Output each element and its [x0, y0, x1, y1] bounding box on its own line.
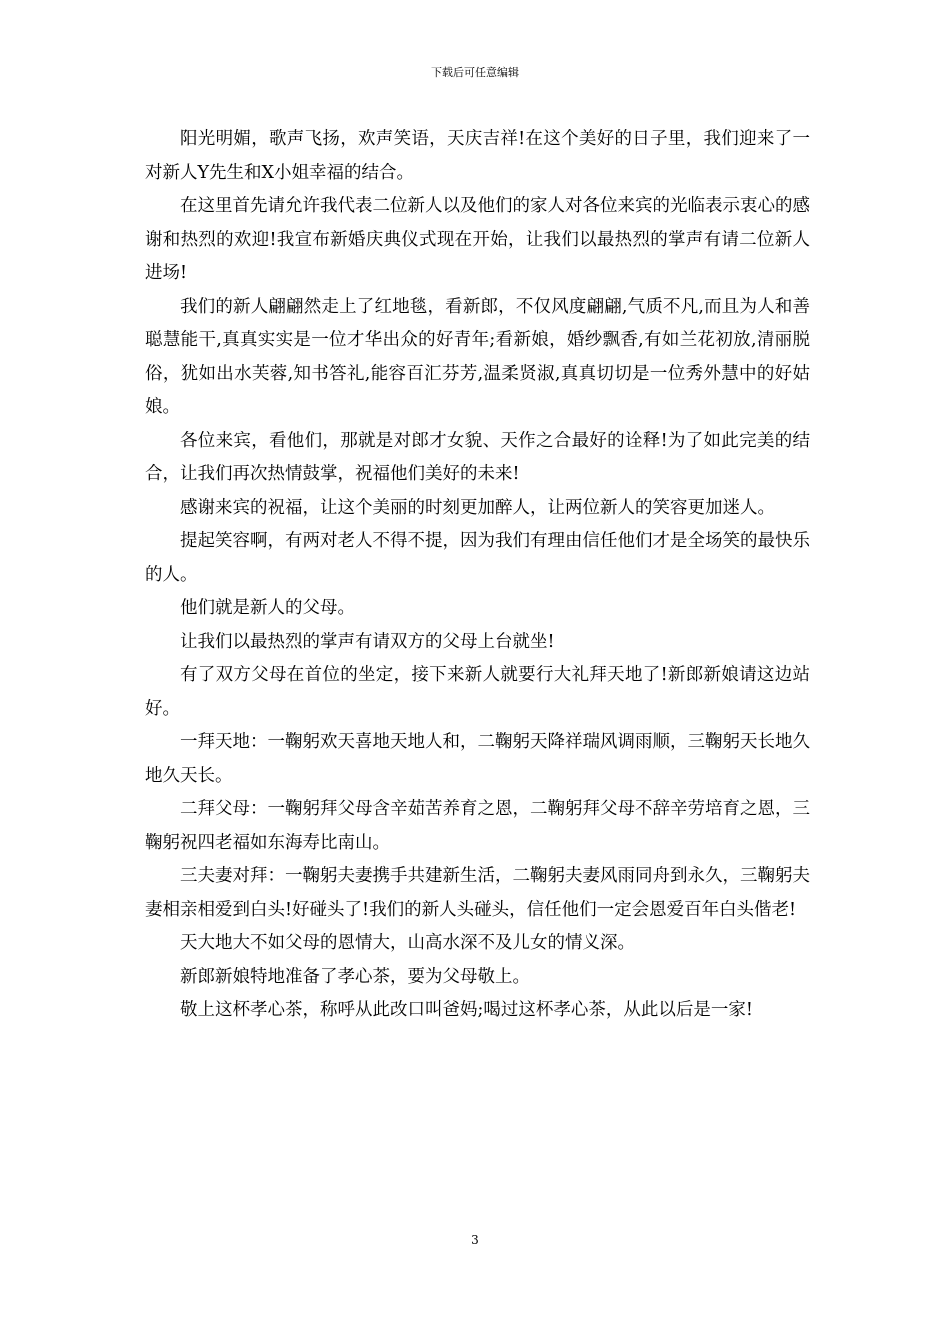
paragraph: 一拜天地：一鞠躬欢天喜地天地人和，二鞠躬天降祥瑞风调雨顺，三鞠躬天长地久地久天长。 [145, 732, 810, 786]
paragraph: 我们的新人翩翩然走上了红地毯，看新郎，不仅风度翩翩,气质不凡,而且为人和善聪慧能干,真真实实是一位才华出众的好青年;看新娘，婚纱飘香,有如兰花初放,清丽脱俗，犹如出水芙蓉,知书答礼,能容百汇芬芳,温柔贤淑,真真切切是一位秀外慧中的好姑娘。 [145, 296, 810, 417]
paragraph: 二拜父母：一鞠躬拜父母含辛茹苦养育之恩，二鞠躬拜父母不辞辛劳培育之恩，三鞠躬祝四老福如东海寿比南山。 [145, 799, 810, 853]
document-body [145, 123, 810, 1028]
paragraph: 三夫妻对拜：一鞠躬夫妻携手共建新生活，二鞠躬夫妻风雨同舟到永久，三鞠躬夫妻相亲相爱到白头!好碰头了!我们的新人头碰头，信任他们一定会恩爱百年白头偕老! [145, 866, 810, 920]
paragraph: 新郎新娘特地准备了孝心茶，要为父母敬上。 [180, 966, 530, 987]
paragraph: 敬上这杯孝心茶，称呼从此改口叫爸妈;喝过这杯孝心茶，从此以后是一家! [180, 1000, 753, 1020]
paragraph: 提起笑容啊，有两对老人不得不提，因为我们有理由信任他们才是全场笑的最快乐的人。 [145, 531, 810, 585]
page-number: 3 [471, 1233, 479, 1247]
paragraph: 阳光明媚，歌声飞扬，欢声笑语，天庆吉祥!在这个美好的日子里，我们迎来了一对新人Y先生和X小姐幸福的结合。 [145, 129, 810, 183]
paragraph: 感谢来宾的祝福，让这个美丽的时刻更加醉人，让两位新人的笑容更加迷人。 [180, 497, 775, 518]
page-header: 下载后可任意编辑 [431, 66, 519, 79]
paragraph: 天大地大不如父母的恩情大，山高水深不及儿女的情义深。 [180, 933, 635, 953]
paragraph: 让我们以最热烈的掌声有请双方的父母上台就坐! [180, 631, 555, 652]
paragraph: 有了双方父母在首位的坐定，接下来新人就要行大礼拜天地了!新郎新娘请这边站好。 [145, 665, 810, 719]
paragraph: 各位来宾，看他们，那就是对郎才女貌、天作之合最好的诠释!为了如此完美的结合，让我们再次热情鼓掌，祝福他们美好的未来! [145, 430, 810, 484]
paragraph: 在这里首先请允许我代表二位新人以及他们的家人对各位来宾的光临表示衷心的感谢和热烈的欢迎!我宣布新婚庆典仪式现在开始，让我们以最热烈的掌声有请二位新人进场! [145, 196, 810, 283]
paragraph: 他们就是新人的父母。 [180, 598, 355, 618]
